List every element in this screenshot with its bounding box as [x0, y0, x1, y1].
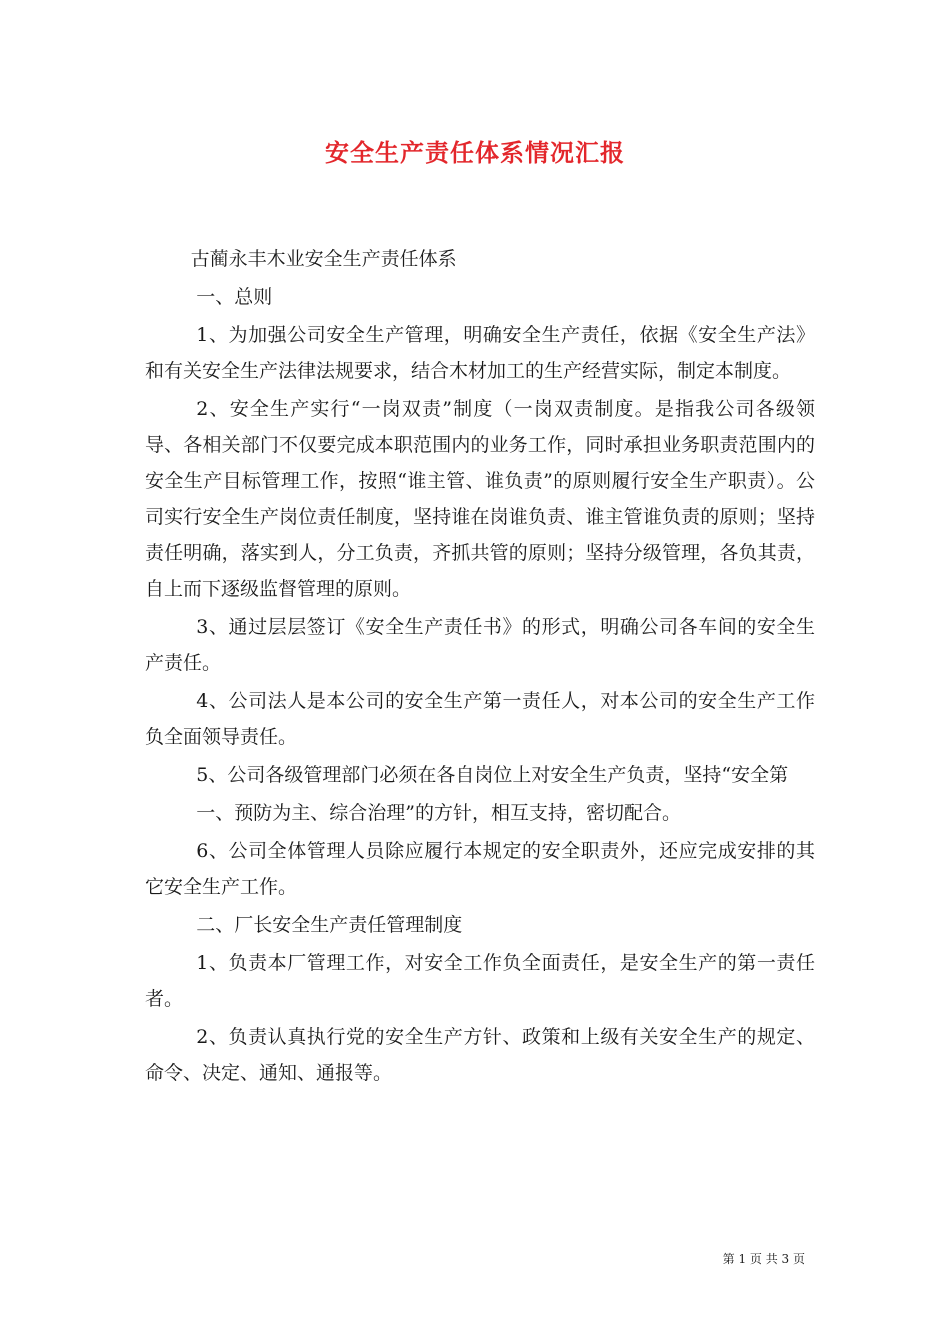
- paragraph-5: 5、公司各级管理部门必须在各自岗位上对安全生产负责，坚持“安全第: [196, 764, 789, 786]
- paragraph-director-2: 2、负责认真执行党的安全生产方针、政策和上级有关安全生产的规定、命令、决定、通知、通报等。: [145, 1026, 815, 1084]
- document-body: [145, 241, 815, 1093]
- paragraph-4: 4、公司法人是本公司的安全生产第一责任人，对本公司的安全生产工作负全面领导责任。: [145, 690, 815, 748]
- page-footer: 第 1 页 共 3 页: [722, 1252, 805, 1266]
- paragraph-2: 2、安全生产实行“一岗双责”制度（一岗双责制度。是指我公司各级领导、各相关部门不仅要完成本职范围内的业务工作，同时承担业务职责范围内的安全生产目标管理工作，按照“谁主管、谁负责”的原则履行安全生产职责）。公司实行安全生产岗位责任制度，坚持谁在岗谁负责、谁主管谁负责的原则；坚持责任明确，落实到人，分工负责，齐抓共管的原则；坚持分级管理，各负其责，自上而下逐级监督管理的原则。: [145, 398, 815, 600]
- paragraph-6: 6、公司全体管理人员除应履行本规定的安全职责外，还应完成安排的其它安全生产工作。: [145, 840, 815, 898]
- document-title: 安全生产责任体系情况汇报: [325, 138, 625, 167]
- paragraph-director-1: 1、负责本厂管理工作，对安全工作负全面责任，是安全生产的第一责任者。: [145, 952, 815, 1010]
- paragraph-5-continued: 一、预防为主、综合治理”的方针，相互支持，密切配合。: [196, 802, 682, 824]
- section-heading-director: 二、厂长安全生产责任管理制度: [196, 914, 463, 936]
- paragraph-1: 1、为加强公司安全生产管理，明确安全生产责任，依据《安全生产法》和有关安全生产法律法规要求，结合木材加工的生产经营实际，制定本制度。: [145, 324, 815, 382]
- section-heading-general: 一、总则: [196, 286, 273, 308]
- paragraph-3: 3、通过层层签订《安全生产责任书》的形式，明确公司各车间的安全生产责任。: [145, 616, 815, 674]
- paragraph-company-heading: 古蔺永丰木业安全生产责任体系: [190, 248, 457, 270]
